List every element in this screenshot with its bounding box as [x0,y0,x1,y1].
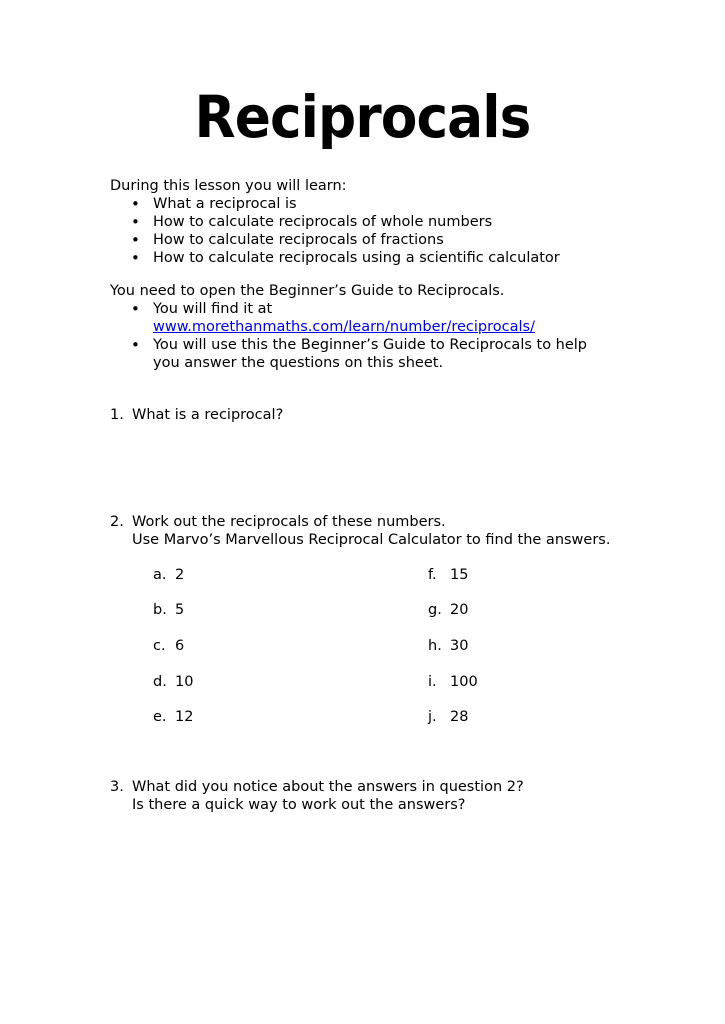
bullet-icon: • [131,249,140,267]
item-letter: c. [153,638,166,654]
list-item-text: How to calculate reciprocals of whole numbers [153,214,493,230]
item-letter: e. [153,709,167,725]
answer-item [428,708,468,726]
item-letter: j. [428,709,437,725]
answer-item [428,601,468,619]
question-text-line1: What did you notice about the answers in question 2? [132,779,524,795]
item-value: 10 [175,674,194,690]
bullet-icon: • [131,300,140,318]
guide-heading: You need to open the Beginner’s Guide to Reciprocals. [110,283,505,299]
answer-item [153,708,193,726]
list-item [110,336,690,372]
item-value: 15 [450,567,469,583]
item-value: 6 [175,638,185,654]
list-item [110,213,690,231]
bullet-icon: • [131,231,140,249]
question-text: What is a reciprocal? [132,407,284,423]
question-number: 3. [110,779,124,795]
question-3 [110,778,700,814]
question-text-line2: Use Marvo’s Marvellous Reciprocal Calculator to find the answers. [132,532,611,548]
item-value: 12 [175,709,194,725]
answer-item [153,637,184,655]
guide-section [110,282,690,372]
answer-item [428,566,468,584]
item-letter: b. [153,602,167,618]
list-item [110,195,690,213]
intro-section [110,177,690,267]
list-item [110,249,690,267]
item-value: 5 [175,602,185,618]
answer-item [428,637,468,655]
list-item-text: What a reciprocal is [153,196,297,212]
find-text: You will find it at [153,301,273,317]
guide-list [110,300,690,372]
question-text-line1: Work out the reciprocals of these numbers. [132,514,446,530]
answer-item [153,601,184,619]
bullet-icon: • [131,213,140,231]
bullet-icon: • [131,195,140,213]
list-item [110,231,690,249]
question-number: 2. [110,514,124,530]
answer-item [428,673,478,691]
item-value: 30 [450,638,469,654]
list-item-text: How to calculate reciprocals of fractions [153,232,444,248]
bullet-icon: • [131,336,140,354]
question-text-line2: Is there a quick way to work out the answers? [132,797,466,813]
item-value: 100 [450,674,478,690]
list-item [110,300,690,336]
learning-objectives-list [110,195,690,267]
intro-heading: During this lesson you will learn: [110,178,347,194]
item-letter: a. [153,567,167,583]
answer-item [153,566,184,584]
list-item-text: How to calculate reciprocals using a scientific calculator [153,250,560,266]
item-value: 2 [175,567,185,583]
guide-link[interactable]: www.morethanmaths.com/learn/number/reciprocals/ [153,319,535,335]
use-text-line2: you answer the questions on this sheet. [153,355,444,371]
item-letter: h. [428,638,442,654]
item-letter: i. [428,674,437,690]
use-text-line1: You will use this the Beginner’s Guide to Reciprocals to help [153,337,588,353]
question-1 [110,406,700,424]
item-value: 28 [450,709,469,725]
answer-item [153,673,193,691]
question-number: 1. [110,407,124,423]
page-title: Reciprocals [194,83,531,151]
item-letter: d. [153,674,167,690]
item-letter: g. [428,602,442,618]
item-value: 20 [450,602,469,618]
item-letter: f. [428,567,437,583]
question-2 [110,513,700,549]
